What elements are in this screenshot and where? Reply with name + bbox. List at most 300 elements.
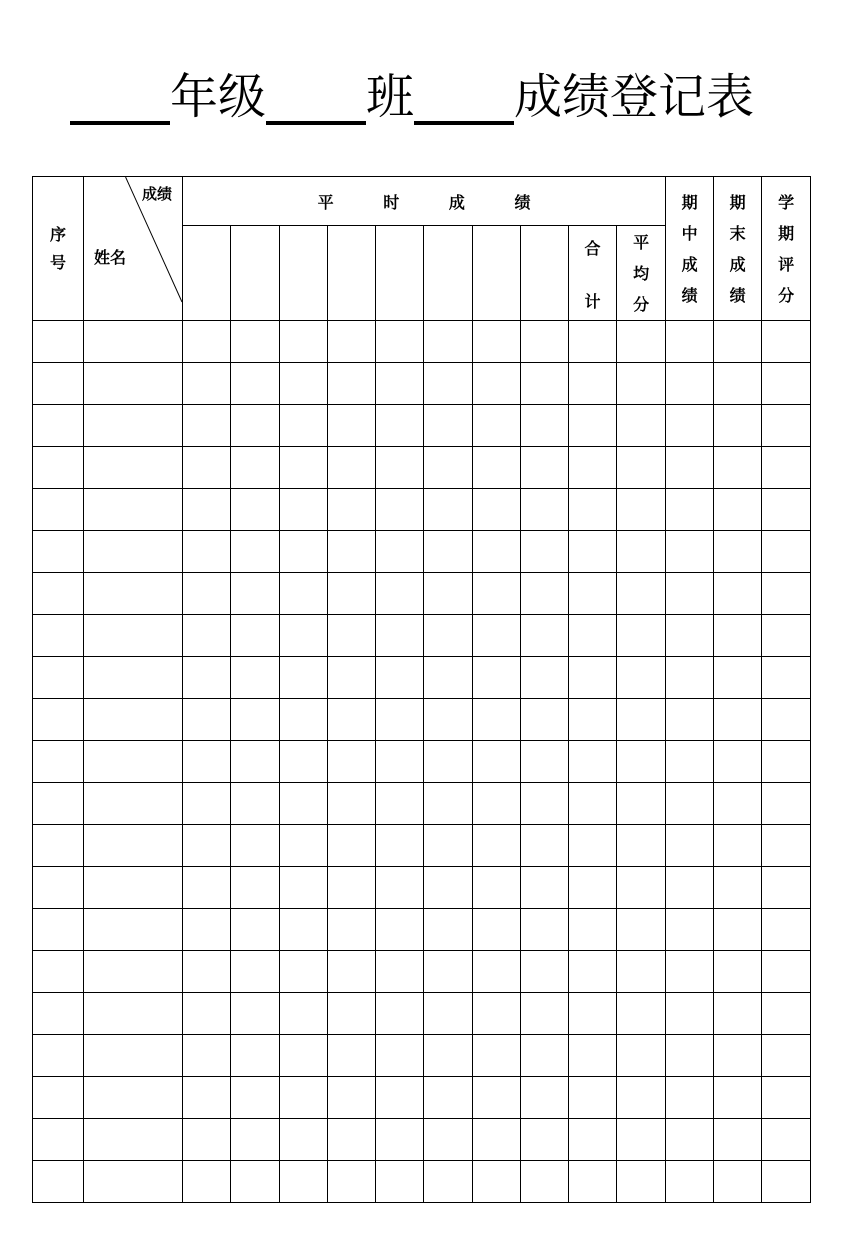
- score-cell[interactable]: [231, 993, 280, 1035]
- score-cell[interactable]: [473, 825, 521, 867]
- final-cell[interactable]: [714, 447, 762, 489]
- score-cell[interactable]: [424, 321, 473, 363]
- score-cell[interactable]: [328, 615, 376, 657]
- sum-cell[interactable]: [569, 321, 617, 363]
- score-cell[interactable]: [376, 909, 424, 951]
- semester-rating-cell[interactable]: [762, 321, 811, 363]
- score-column-header[interactable]: [424, 226, 473, 321]
- score-cell[interactable]: [280, 783, 328, 825]
- midterm-cell[interactable]: [666, 657, 714, 699]
- semester-rating-cell[interactable]: [762, 783, 811, 825]
- name-cell[interactable]: [84, 1077, 183, 1119]
- score-column-header[interactable]: [376, 226, 424, 321]
- midterm-cell[interactable]: [666, 573, 714, 615]
- score-cell[interactable]: [280, 1161, 328, 1203]
- score-cell[interactable]: [424, 657, 473, 699]
- score-cell[interactable]: [521, 951, 569, 993]
- sum-cell[interactable]: [569, 1119, 617, 1161]
- name-cell[interactable]: [84, 1161, 183, 1203]
- score-cell[interactable]: [231, 867, 280, 909]
- sum-cell[interactable]: [569, 1077, 617, 1119]
- score-cell[interactable]: [183, 699, 231, 741]
- seq-cell[interactable]: [33, 657, 84, 699]
- semester-rating-cell[interactable]: [762, 1161, 811, 1203]
- score-cell[interactable]: [424, 615, 473, 657]
- score-cell[interactable]: [376, 951, 424, 993]
- score-cell[interactable]: [521, 1077, 569, 1119]
- average-cell[interactable]: [617, 951, 666, 993]
- semester-rating-cell[interactable]: [762, 405, 811, 447]
- score-cell[interactable]: [328, 531, 376, 573]
- score-cell[interactable]: [280, 951, 328, 993]
- score-cell[interactable]: [328, 909, 376, 951]
- score-cell[interactable]: [280, 867, 328, 909]
- score-cell[interactable]: [424, 741, 473, 783]
- score-cell[interactable]: [231, 405, 280, 447]
- name-cell[interactable]: [84, 531, 183, 573]
- score-cell[interactable]: [183, 909, 231, 951]
- seq-cell[interactable]: [33, 699, 84, 741]
- score-cell[interactable]: [231, 447, 280, 489]
- score-cell[interactable]: [473, 321, 521, 363]
- semester-rating-cell[interactable]: [762, 363, 811, 405]
- sum-cell[interactable]: [569, 741, 617, 783]
- score-cell[interactable]: [183, 741, 231, 783]
- name-cell[interactable]: [84, 909, 183, 951]
- sum-cell[interactable]: [569, 657, 617, 699]
- semester-rating-cell[interactable]: [762, 867, 811, 909]
- seq-cell[interactable]: [33, 573, 84, 615]
- sum-cell[interactable]: [569, 489, 617, 531]
- score-cell[interactable]: [521, 783, 569, 825]
- sum-cell[interactable]: [569, 951, 617, 993]
- score-cell[interactable]: [280, 489, 328, 531]
- semester-rating-cell[interactable]: [762, 573, 811, 615]
- score-cell[interactable]: [521, 741, 569, 783]
- average-cell[interactable]: [617, 1035, 666, 1077]
- sum-cell[interactable]: [569, 699, 617, 741]
- midterm-cell[interactable]: [666, 993, 714, 1035]
- midterm-cell[interactable]: [666, 783, 714, 825]
- seq-cell[interactable]: [33, 363, 84, 405]
- subject-blank[interactable]: [414, 65, 514, 125]
- score-cell[interactable]: [424, 1161, 473, 1203]
- name-cell[interactable]: [84, 1035, 183, 1077]
- average-cell[interactable]: [617, 1161, 666, 1203]
- score-cell[interactable]: [376, 405, 424, 447]
- average-cell[interactable]: [617, 321, 666, 363]
- semester-rating-cell[interactable]: [762, 489, 811, 531]
- score-cell[interactable]: [521, 531, 569, 573]
- score-cell[interactable]: [376, 783, 424, 825]
- sum-cell[interactable]: [569, 909, 617, 951]
- semester-rating-cell[interactable]: [762, 1077, 811, 1119]
- average-cell[interactable]: [617, 699, 666, 741]
- score-cell[interactable]: [473, 1119, 521, 1161]
- name-cell[interactable]: [84, 615, 183, 657]
- score-cell[interactable]: [231, 321, 280, 363]
- score-cell[interactable]: [473, 363, 521, 405]
- seq-cell[interactable]: [33, 741, 84, 783]
- score-cell[interactable]: [424, 993, 473, 1035]
- midterm-cell[interactable]: [666, 1161, 714, 1203]
- score-cell[interactable]: [328, 1035, 376, 1077]
- name-cell[interactable]: [84, 363, 183, 405]
- score-cell[interactable]: [424, 1077, 473, 1119]
- average-cell[interactable]: [617, 741, 666, 783]
- score-cell[interactable]: [280, 447, 328, 489]
- score-cell[interactable]: [280, 825, 328, 867]
- average-cell[interactable]: [617, 573, 666, 615]
- score-cell[interactable]: [376, 1077, 424, 1119]
- score-cell[interactable]: [424, 447, 473, 489]
- score-column-header[interactable]: [473, 226, 521, 321]
- score-cell[interactable]: [183, 1077, 231, 1119]
- final-cell[interactable]: [714, 1035, 762, 1077]
- average-cell[interactable]: [617, 825, 666, 867]
- score-cell[interactable]: [521, 867, 569, 909]
- sum-cell[interactable]: [569, 405, 617, 447]
- score-cell[interactable]: [231, 741, 280, 783]
- seq-cell[interactable]: [33, 615, 84, 657]
- semester-rating-cell[interactable]: [762, 1119, 811, 1161]
- score-cell[interactable]: [328, 1077, 376, 1119]
- score-column-header[interactable]: [231, 226, 280, 321]
- score-cell[interactable]: [231, 657, 280, 699]
- seq-cell[interactable]: [33, 825, 84, 867]
- average-cell[interactable]: [617, 867, 666, 909]
- score-cell[interactable]: [328, 699, 376, 741]
- average-cell[interactable]: [617, 657, 666, 699]
- score-cell[interactable]: [521, 489, 569, 531]
- midterm-cell[interactable]: [666, 699, 714, 741]
- score-cell[interactable]: [183, 573, 231, 615]
- name-cell[interactable]: [84, 951, 183, 993]
- score-cell[interactable]: [183, 405, 231, 447]
- score-cell[interactable]: [424, 363, 473, 405]
- semester-rating-cell[interactable]: [762, 447, 811, 489]
- score-cell[interactable]: [328, 993, 376, 1035]
- name-cell[interactable]: [84, 489, 183, 531]
- score-cell[interactable]: [376, 531, 424, 573]
- score-cell[interactable]: [473, 909, 521, 951]
- final-cell[interactable]: [714, 489, 762, 531]
- score-cell[interactable]: [473, 657, 521, 699]
- score-cell[interactable]: [183, 321, 231, 363]
- semester-rating-cell[interactable]: [762, 699, 811, 741]
- score-cell[interactable]: [280, 1035, 328, 1077]
- score-cell[interactable]: [231, 1077, 280, 1119]
- score-cell[interactable]: [521, 1119, 569, 1161]
- semester-rating-cell[interactable]: [762, 1035, 811, 1077]
- score-cell[interactable]: [183, 531, 231, 573]
- score-cell[interactable]: [376, 867, 424, 909]
- score-cell[interactable]: [521, 573, 569, 615]
- midterm-cell[interactable]: [666, 531, 714, 573]
- score-cell[interactable]: [280, 615, 328, 657]
- final-cell[interactable]: [714, 783, 762, 825]
- score-cell[interactable]: [521, 321, 569, 363]
- name-cell[interactable]: [84, 447, 183, 489]
- score-cell[interactable]: [376, 1119, 424, 1161]
- score-cell[interactable]: [376, 447, 424, 489]
- score-cell[interactable]: [376, 741, 424, 783]
- sum-cell[interactable]: [569, 1161, 617, 1203]
- score-cell[interactable]: [328, 447, 376, 489]
- score-cell[interactable]: [376, 489, 424, 531]
- score-cell[interactable]: [231, 615, 280, 657]
- score-cell[interactable]: [521, 909, 569, 951]
- final-cell[interactable]: [714, 699, 762, 741]
- score-cell[interactable]: [328, 405, 376, 447]
- sum-cell[interactable]: [569, 783, 617, 825]
- average-cell[interactable]: [617, 993, 666, 1035]
- final-cell[interactable]: [714, 951, 762, 993]
- score-cell[interactable]: [473, 867, 521, 909]
- score-cell[interactable]: [473, 951, 521, 993]
- seq-cell[interactable]: [33, 321, 84, 363]
- seq-cell[interactable]: [33, 951, 84, 993]
- final-cell[interactable]: [714, 993, 762, 1035]
- score-cell[interactable]: [521, 699, 569, 741]
- name-cell[interactable]: [84, 993, 183, 1035]
- score-cell[interactable]: [183, 993, 231, 1035]
- score-cell[interactable]: [424, 951, 473, 993]
- score-cell[interactable]: [280, 657, 328, 699]
- semester-rating-cell[interactable]: [762, 615, 811, 657]
- score-cell[interactable]: [521, 447, 569, 489]
- final-cell[interactable]: [714, 363, 762, 405]
- score-cell[interactable]: [183, 825, 231, 867]
- score-cell[interactable]: [328, 363, 376, 405]
- seq-cell[interactable]: [33, 489, 84, 531]
- name-cell[interactable]: [84, 657, 183, 699]
- score-cell[interactable]: [473, 741, 521, 783]
- final-cell[interactable]: [714, 909, 762, 951]
- seq-cell[interactable]: [33, 447, 84, 489]
- score-cell[interactable]: [231, 699, 280, 741]
- score-cell[interactable]: [376, 825, 424, 867]
- score-cell[interactable]: [473, 405, 521, 447]
- average-cell[interactable]: [617, 363, 666, 405]
- sum-cell[interactable]: [569, 1035, 617, 1077]
- score-cell[interactable]: [280, 405, 328, 447]
- sum-cell[interactable]: [569, 993, 617, 1035]
- score-cell[interactable]: [376, 1035, 424, 1077]
- sum-cell[interactable]: [569, 615, 617, 657]
- sum-cell[interactable]: [569, 825, 617, 867]
- score-cell[interactable]: [183, 363, 231, 405]
- score-cell[interactable]: [424, 699, 473, 741]
- average-cell[interactable]: [617, 909, 666, 951]
- sum-cell[interactable]: [569, 531, 617, 573]
- score-cell[interactable]: [231, 1161, 280, 1203]
- final-cell[interactable]: [714, 825, 762, 867]
- score-cell[interactable]: [183, 1119, 231, 1161]
- score-cell[interactable]: [473, 699, 521, 741]
- midterm-cell[interactable]: [666, 405, 714, 447]
- score-cell[interactable]: [183, 489, 231, 531]
- score-cell[interactable]: [521, 363, 569, 405]
- score-cell[interactable]: [328, 573, 376, 615]
- midterm-cell[interactable]: [666, 825, 714, 867]
- name-cell[interactable]: [84, 783, 183, 825]
- score-cell[interactable]: [328, 951, 376, 993]
- score-cell[interactable]: [231, 951, 280, 993]
- semester-rating-cell[interactable]: [762, 993, 811, 1035]
- score-cell[interactable]: [280, 363, 328, 405]
- score-cell[interactable]: [424, 531, 473, 573]
- score-cell[interactable]: [183, 447, 231, 489]
- score-cell[interactable]: [473, 489, 521, 531]
- score-cell[interactable]: [280, 531, 328, 573]
- score-cell[interactable]: [280, 699, 328, 741]
- name-cell[interactable]: [84, 573, 183, 615]
- midterm-cell[interactable]: [666, 741, 714, 783]
- midterm-cell[interactable]: [666, 1119, 714, 1161]
- score-column-header[interactable]: [521, 226, 569, 321]
- score-cell[interactable]: [183, 783, 231, 825]
- seq-cell[interactable]: [33, 867, 84, 909]
- score-cell[interactable]: [473, 615, 521, 657]
- class-blank[interactable]: [266, 65, 366, 125]
- sum-cell[interactable]: [569, 867, 617, 909]
- score-cell[interactable]: [521, 405, 569, 447]
- average-cell[interactable]: [617, 531, 666, 573]
- name-cell[interactable]: [84, 825, 183, 867]
- score-cell[interactable]: [231, 531, 280, 573]
- midterm-cell[interactable]: [666, 1035, 714, 1077]
- score-cell[interactable]: [231, 783, 280, 825]
- score-cell[interactable]: [473, 573, 521, 615]
- score-cell[interactable]: [376, 573, 424, 615]
- score-cell[interactable]: [376, 615, 424, 657]
- final-cell[interactable]: [714, 1161, 762, 1203]
- midterm-cell[interactable]: [666, 1077, 714, 1119]
- score-cell[interactable]: [376, 657, 424, 699]
- sum-cell[interactable]: [569, 363, 617, 405]
- score-cell[interactable]: [376, 363, 424, 405]
- name-cell[interactable]: [84, 741, 183, 783]
- score-cell[interactable]: [183, 657, 231, 699]
- name-cell[interactable]: [84, 699, 183, 741]
- score-cell[interactable]: [473, 993, 521, 1035]
- score-cell[interactable]: [183, 615, 231, 657]
- semester-rating-cell[interactable]: [762, 531, 811, 573]
- final-cell[interactable]: [714, 321, 762, 363]
- final-cell[interactable]: [714, 615, 762, 657]
- score-cell[interactable]: [424, 825, 473, 867]
- score-cell[interactable]: [328, 1161, 376, 1203]
- score-cell[interactable]: [280, 1119, 328, 1161]
- score-cell[interactable]: [231, 825, 280, 867]
- average-cell[interactable]: [617, 1077, 666, 1119]
- seq-cell[interactable]: [33, 1077, 84, 1119]
- score-cell[interactable]: [328, 741, 376, 783]
- score-cell[interactable]: [280, 741, 328, 783]
- score-cell[interactable]: [473, 783, 521, 825]
- final-cell[interactable]: [714, 1077, 762, 1119]
- score-cell[interactable]: [280, 993, 328, 1035]
- seq-cell[interactable]: [33, 993, 84, 1035]
- average-cell[interactable]: [617, 405, 666, 447]
- score-cell[interactable]: [473, 1077, 521, 1119]
- score-column-header[interactable]: [280, 226, 328, 321]
- seq-cell[interactable]: [33, 1035, 84, 1077]
- score-cell[interactable]: [521, 615, 569, 657]
- grade-blank[interactable]: [70, 65, 170, 125]
- score-cell[interactable]: [521, 1161, 569, 1203]
- score-cell[interactable]: [183, 1035, 231, 1077]
- score-cell[interactable]: [328, 783, 376, 825]
- score-cell[interactable]: [424, 909, 473, 951]
- seq-cell[interactable]: [33, 909, 84, 951]
- name-cell[interactable]: [84, 867, 183, 909]
- final-cell[interactable]: [714, 741, 762, 783]
- midterm-cell[interactable]: [666, 615, 714, 657]
- seq-cell[interactable]: [33, 1119, 84, 1161]
- score-cell[interactable]: [424, 867, 473, 909]
- score-cell[interactable]: [231, 573, 280, 615]
- score-cell[interactable]: [424, 405, 473, 447]
- score-cell[interactable]: [521, 993, 569, 1035]
- score-cell[interactable]: [521, 825, 569, 867]
- score-cell[interactable]: [473, 1035, 521, 1077]
- seq-cell[interactable]: [33, 1161, 84, 1203]
- semester-rating-cell[interactable]: [762, 951, 811, 993]
- score-cell[interactable]: [183, 867, 231, 909]
- score-cell[interactable]: [328, 657, 376, 699]
- final-cell[interactable]: [714, 405, 762, 447]
- seq-cell[interactable]: [33, 531, 84, 573]
- average-cell[interactable]: [617, 447, 666, 489]
- score-cell[interactable]: [183, 1161, 231, 1203]
- score-cell[interactable]: [280, 573, 328, 615]
- final-cell[interactable]: [714, 573, 762, 615]
- semester-rating-cell[interactable]: [762, 825, 811, 867]
- score-cell[interactable]: [376, 699, 424, 741]
- semester-rating-cell[interactable]: [762, 657, 811, 699]
- semester-rating-cell[interactable]: [762, 741, 811, 783]
- sum-cell[interactable]: [569, 447, 617, 489]
- average-cell[interactable]: [617, 615, 666, 657]
- final-cell[interactable]: [714, 867, 762, 909]
- midterm-cell[interactable]: [666, 447, 714, 489]
- sum-cell[interactable]: [569, 573, 617, 615]
- score-cell[interactable]: [424, 783, 473, 825]
- midterm-cell[interactable]: [666, 489, 714, 531]
- score-cell[interactable]: [521, 657, 569, 699]
- score-cell[interactable]: [521, 1035, 569, 1077]
- score-cell[interactable]: [376, 321, 424, 363]
- name-cell[interactable]: [84, 1119, 183, 1161]
- score-cell[interactable]: [328, 825, 376, 867]
- average-cell[interactable]: [617, 1119, 666, 1161]
- score-cell[interactable]: [328, 321, 376, 363]
- score-cell[interactable]: [473, 447, 521, 489]
- score-cell[interactable]: [473, 531, 521, 573]
- semester-rating-cell[interactable]: [762, 909, 811, 951]
- score-cell[interactable]: [473, 1161, 521, 1203]
- score-cell[interactable]: [280, 1077, 328, 1119]
- final-cell[interactable]: [714, 657, 762, 699]
- score-cell[interactable]: [424, 1035, 473, 1077]
- score-cell[interactable]: [231, 909, 280, 951]
- score-cell[interactable]: [231, 1035, 280, 1077]
- midterm-cell[interactable]: [666, 363, 714, 405]
- score-column-header[interactable]: [183, 226, 231, 321]
- score-cell[interactable]: [328, 489, 376, 531]
